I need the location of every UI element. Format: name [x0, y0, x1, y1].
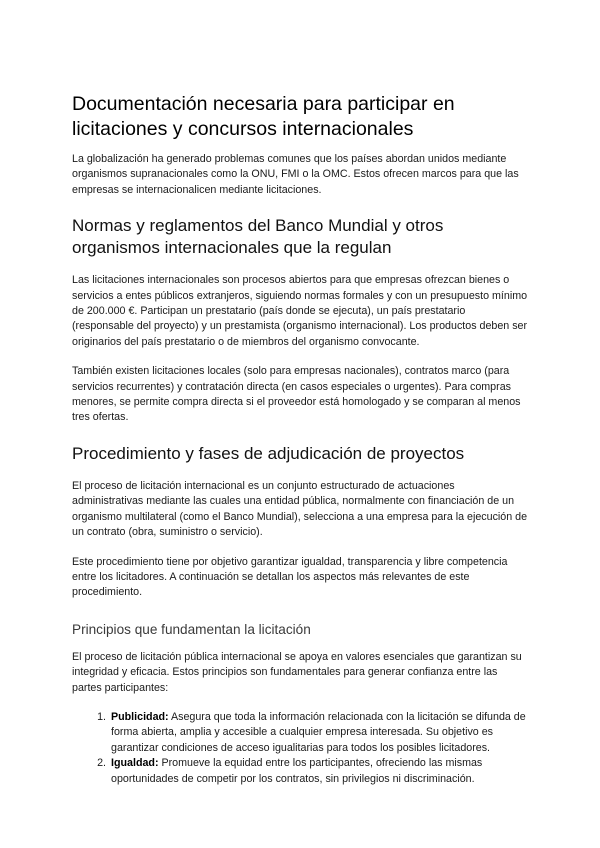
- paragraph: También existen licitaciones locales (solo para empresas nacionales), contratos marco (para servicios recurrentes) y contratación directa (en casos especiales o urgentes). Para compras menores, se permite compra directa si el proveedor está homologado y se comparan al menos tres ofertas.: [72, 365, 521, 424]
- paragraph: El proceso de licitación internacional es un conjunto estructurado de actuaciones administrativas mediante las cuales una entidad pública, normalmente con financiación de un organismo multilateral (como el Banco Mundial), selecciona a una empresa para la ejecución de un contrato (obra, suministro o servicio).: [72, 479, 528, 539]
- paragraph: Las licitaciones internacionales son procesos abiertos para que empresas ofrezcan bienes o servicios a entes públicos extranjeros, siguiendo normas formales y con un presupuesto mínimo de 200.000 €. Participan un prestatario (país donde se ejecuta), un país prestatario (responsable del proyecto) y un prestamista (organismo internacional). Los productos deben ser originarios del país prestatario o de miembros del organismo convocante.: [72, 274, 528, 348]
- intro-paragraph: La globalización ha generado problemas comunes que los países abordan unidos mediante organismos supranacionales como la ONU, FMI o la OMC. Estos ofrecen marcos para que las empresas se internacionalicen mediante licitaciones.: [72, 153, 519, 196]
- paragraph: El proceso de licitación pública internacional se apoya en valores esenciales que garantizan su integridad y eficacia. Estos principios son fundamentales para generar confianza entre las partes participantes:: [72, 650, 522, 694]
- list-item-text: Asegura que toda la información relacionada con la licitación se difunda de forma abierta, amplia y accesible a cualquier empresa interesada. Su objetivo es garantizar condiciones de acceso igualitarias para todos los posibles licitadores.: [111, 710, 526, 754]
- list-item: [109, 756, 528, 787]
- section-heading-normas: Normas y reglamentos del Banco Mundial y otros organismos internacionales que la regulan: [72, 216, 444, 258]
- section-heading-procedimiento: Procedimiento y fases de adjudicación de proyectos: [72, 443, 465, 463]
- paragraph: Este procedimiento tiene por objetivo garantizar igualdad, transparencia y libre competencia entre los licitadores. A continuación se detallan los aspectos más relevantes de este procedimiento.: [72, 555, 508, 599]
- list-item-text: Promueve la equidad entre los participantes, ofreciendo las mismas oportunidades de competir por los contratos, sin privilegios ni discriminación.: [111, 757, 483, 785]
- document-title: Documentación necesaria para participar en licitaciones y concursos internacionales: [72, 93, 455, 140]
- subsection-heading-principios: Principios que fundamentan la licitación: [72, 621, 311, 637]
- list-item-label: Publicidad:: [111, 710, 169, 723]
- principles-list: [72, 710, 528, 787]
- list-item-label: Igualdad:: [111, 757, 159, 770]
- list-item: [109, 710, 528, 756]
